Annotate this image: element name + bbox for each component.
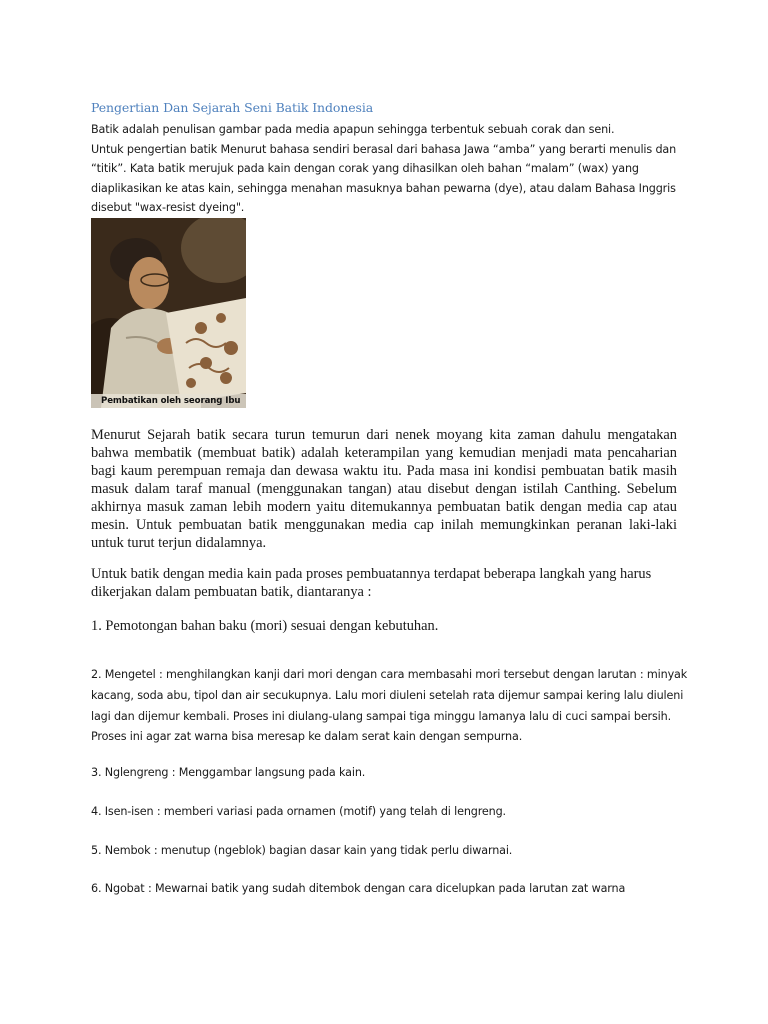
- intro-text: [91, 120, 681, 218]
- history-paragraph: [91, 426, 677, 552]
- step-1-text: 1. Pemotongan bahan baku (mori) sesuai dengan kebutuhan.: [91, 618, 439, 634]
- steps-intro-text: Untuk batik dengan media kain pada proses pembuatannya terdapat beberapa langkah yang harus dikerjakan dalam pembuatan batik, diantaranya :: [91, 566, 652, 600]
- steps-intro-paragraph: [91, 565, 677, 601]
- step-item: [91, 617, 677, 635]
- step-item: 6. Ngobat : Mewarnai batik yang sudah ditembok dengan cara dicelupkan pada larutan zat warna: [91, 882, 626, 895]
- document-title: Pengertian Dan Sejarah Seni Batik Indonesia: [91, 100, 374, 115]
- step-item: 3. Nglengreng : Menggambar langsung pada kain.: [91, 766, 366, 779]
- batik-photo: [91, 218, 246, 408]
- step-item: 2. Mengetel : menghilangkan kanji dari mori dengan cara membasahi mori tersebut dengan larutan : minyak kacang, soda abu, tipol dan air secukupnya. Lalu mori diuleni setelah rata dijemur sampai kering lalu diuleni lagi dan dijemur kembali. Proses ini diulang-ulang sampai tiga minggu lamanya lalu di cuci sampai bersih. Proses ini agar zat warna bisa meresap ke dalam serat kain dengan sempurna.: [91, 668, 688, 744]
- photo-caption: Pembatikan oleh seorang Ibu: [101, 396, 241, 406]
- step-item: 5. Nembok : menutup (ngeblok) bagian dasar kain yang tidak perlu diwarnai.: [91, 844, 513, 857]
- history-text: Menurut Sejarah batik secara turun temurun dari nenek moyang kita zaman dahulu mengatakan bahwa membatik (membuat batik) adalah keterampilan yang kemudian menjadi mata pencaharian bagi kaum perempuan remaja dan dewasa waktu itu. Pada masa ini kondisi pembuatan batik masih masuk dalam taraf manual (menggunakan tangan) atau disebut dengan istilah Canthing. Sebelum akhirnya masuk zaman lebih modern yaitu ditemukannya pembuatan batik dengan media cap atau mesin. Untuk pembuatan batik menggunakan media cap inilah memungkinkan peranan laki-laki untuk turut terjun didalamnya.: [91, 427, 677, 551]
- intro-definition: Batik adalah penulisan gambar pada media apapun sehingga terbentuk sebuah corak dan seni.: [91, 123, 615, 136]
- batik-photo-illustration: [91, 218, 246, 408]
- step-item: 4. Isen-isen : memberi variasi pada ornamen (motif) yang telah di lengreng.: [91, 805, 506, 818]
- intro-etymology: Untuk pengertian batik Menurut bahasa sendiri berasal dari bahasa Jawa “amba” yang berarti menulis dan “titik”. Kata batik merujuk pada kain dengan corak yang dihasilkan oleh bahan “malam” (wax) yang diaplikasikan ke atas kain, sehingga menahan masuknya bahan pewarna (dye), atau dalam Bahasa Inggris disebut "wax-resist dyeing".: [91, 142, 677, 215]
